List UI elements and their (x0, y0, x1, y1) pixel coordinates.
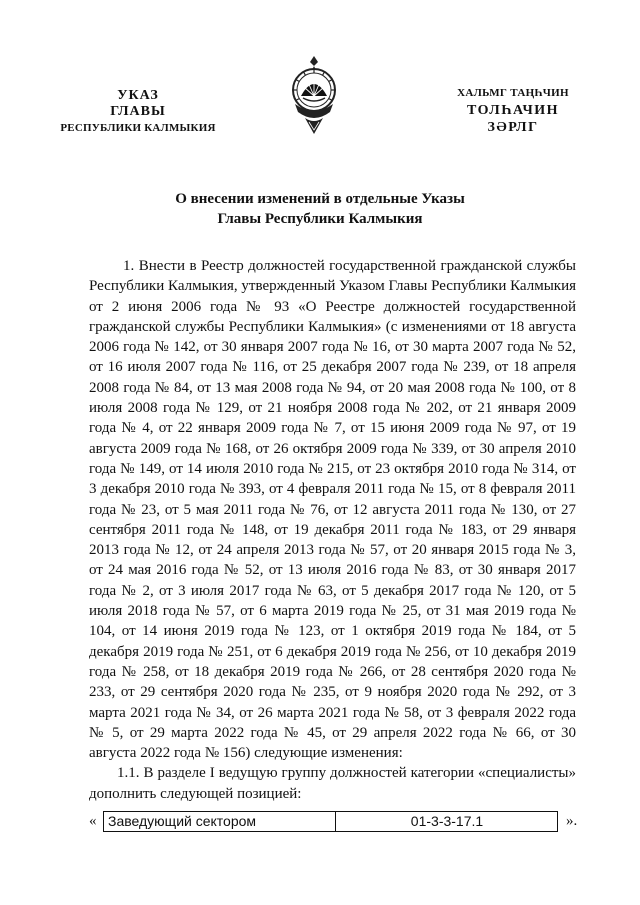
document-body (89, 256, 576, 804)
header-right-line3: ЗӘРЛГ (487, 120, 539, 135)
title-line2: Главы Республики Калмыкия (217, 211, 423, 227)
body-paragraph-2: 1.1. В разделе I ведущую группу должностей категории «специалисты» дополнить следующей позицией: (89, 765, 576, 802)
position-title-cell: Заведующий сектором (104, 812, 336, 831)
position-code-cell: 01-3-3-17.1 (410, 813, 484, 829)
title-line1: О внесении изменений в отдельные Указы (175, 191, 465, 207)
header-left-line1: УКАЗ (117, 88, 159, 103)
position-insertion (89, 811, 586, 831)
position-table (103, 811, 558, 832)
header-right-line2: ТОЛҺАЧИН (466, 103, 560, 118)
document-title (60, 189, 580, 229)
header-left-line2: ГЛАВЫ (110, 104, 166, 119)
closing-quote: ». (566, 813, 578, 829)
issuer-header-kalmyk (418, 85, 608, 136)
kalmykia-coat-of-arms-icon (283, 54, 345, 136)
body-paragraph-1: 1. Внести в Реестр должностей государственной гражданской службы Республики Калмыкия, утвержденный Указом Главы Республики Калмыкия от 2 июня 2006 года № 93 «О Реестре должностей государственной гражданской службы Республики Калмыкия» (с изменениями от 18 августа 2006 года № 142, от 30 января 2007 года № 16, от 30 марта 2007 года № 52, от 16 июля 2007 года № 116, от 25 декабря 2007 года № 239, от 18 апреля 2008 года № 84, от 13 мая 2008 года № 94, от 20 мая 2008 года № 100, от 8 июля 2008 года № 129, от 21 ноября 2008 года № 202, от 21 января 2009 года № 4, от 22 января 2009 года № 7, от 15 июня 2009 года № 97, от 19 августа 2009 года № 168, от 26 октября 2009 года № 339, от 30 апреля 2010 года № 149, от 14 июля 2010 года № 215, от 23 октября 2010 года № 314, от 3 декабря 2010 года № 393, от 4 февраля 2011 года № 15, от 8 февраля 2011 года № 23, от 5 мая 2011 года № 76, от 12 августа 2011 года № 130, от 27 сентября 2011 года № 148, от 19 декабря 2011 года № 183, от 29 января 2013 года № 12, от 24 апреля 2013 года № 57, от 20 января 2015 года № 3, от 24 мая 2016 года № 52, от 13 июля 2016 года № 83, от 30 января 2017 года № 2, от 3 июля 2017 года № 63, от 5 декабря 2017 года № 120, от 5 июля 2018 года № 57, от 6 марта 2019 года № 25, от 31 мая 2019 года № 104, от 14 июня 2019 года № 123, от 1 октября 2019 года № 184, от 5 декабря 2019 года № 251, от 6 декабря 2019 года № 256, от 10 декабря 2019 года № 258, от 18 декабря 2019 года № 266, от 28 сентября 2020 года № 233, от 29 сентября 2020 года № 235, от 9 ноября 2020 года № 292, от 3 марта 2021 года № 34, от 26 марта 2021 года № 58, от 3 февраля 2022 года № 5, от 29 марта 2022 года № 45, от 29 апреля 2022 года № 66, от 30 августа 2022 года № 156) следующие изменения: (89, 258, 576, 762)
header-right-line1: ХАЛЬМГ ТАҢҺЧИН (457, 87, 569, 99)
issuer-header-russian (40, 88, 236, 136)
header-left-line3: РЕСПУБЛИКИ КАЛМЫКИЯ (60, 122, 216, 134)
opening-quote: « (89, 813, 97, 829)
